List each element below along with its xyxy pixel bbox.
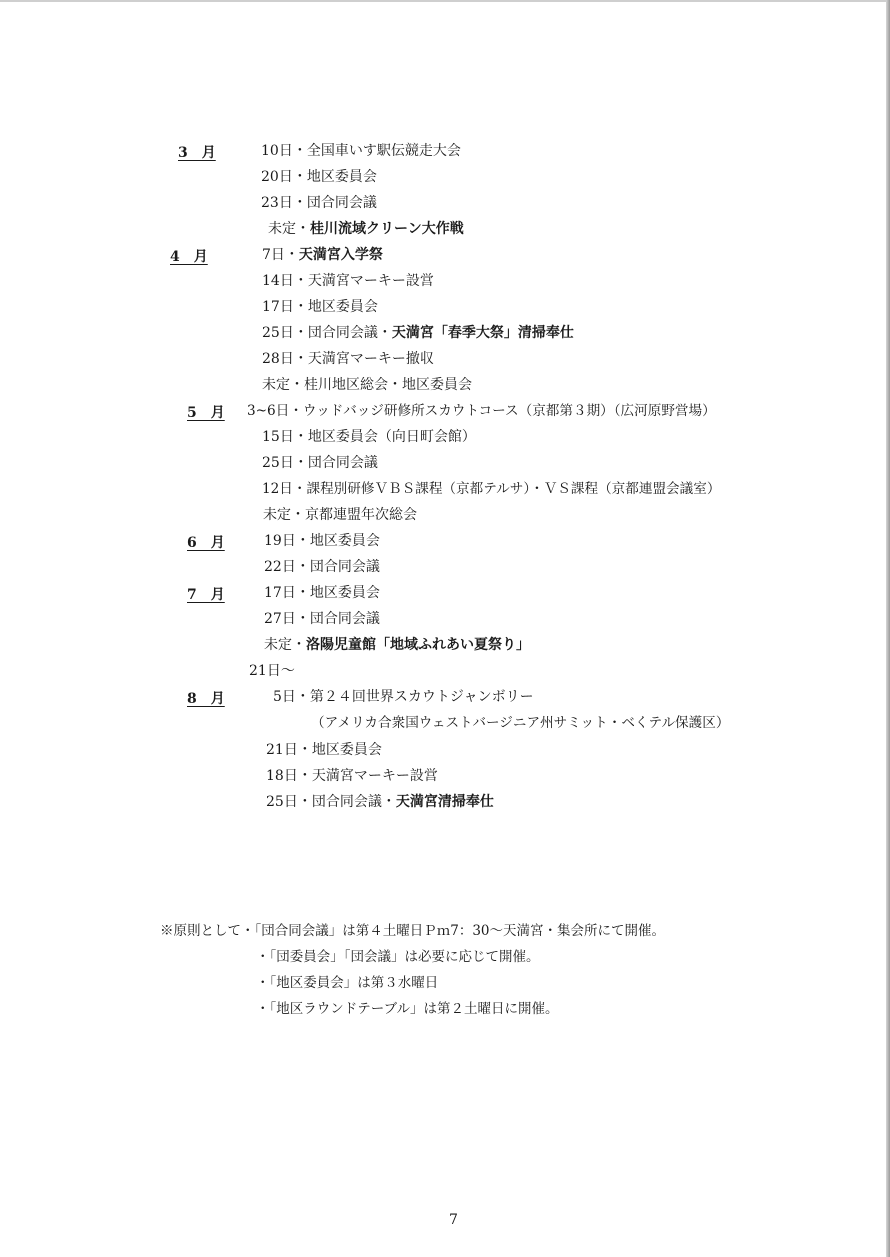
schedule-item bbox=[247, 402, 716, 420]
month-label-june: 6 月 bbox=[187, 535, 225, 551]
month-label-may: 5 月 bbox=[187, 405, 225, 421]
event-date: 7日・ bbox=[262, 247, 299, 263]
month-label-july: 7 月 bbox=[187, 587, 225, 603]
schedule-item bbox=[262, 272, 434, 290]
schedule-item bbox=[261, 194, 377, 212]
event-date: 15日・ bbox=[262, 429, 308, 445]
schedule-item bbox=[262, 298, 378, 316]
event-text: 桂川流域クリーン大作戦 bbox=[310, 221, 464, 237]
schedule-item bbox=[266, 793, 494, 811]
event-text-bold: 天満宮清掃奉仕 bbox=[395, 794, 494, 810]
event-date: 27日・ bbox=[264, 611, 310, 627]
event-text: 洛陽児童館「地域ふれあい夏祭り」 bbox=[306, 637, 530, 653]
schedule-item bbox=[249, 662, 295, 680]
event-date: 25日・ bbox=[266, 794, 312, 810]
event-text: 地区委員会 bbox=[309, 585, 380, 601]
event-date: 28日・ bbox=[262, 351, 308, 367]
event-text: 地区委員会 bbox=[307, 299, 378, 315]
month-label-april: 4 月 bbox=[170, 249, 208, 265]
event-date: 未定・ bbox=[262, 377, 304, 393]
schedule-item bbox=[262, 376, 472, 394]
event-date: 21日・ bbox=[266, 742, 312, 758]
event-text: ウッドバッジ研修所スカウトコース（京都第３期）（広河原野営場） bbox=[302, 403, 716, 419]
schedule-item bbox=[262, 428, 476, 446]
event-date: 22日・ bbox=[264, 559, 310, 575]
schedule-item bbox=[263, 506, 417, 524]
event-text: 全国車いす駅伝競走大会 bbox=[306, 143, 461, 159]
event-text: 地区委員会 bbox=[306, 169, 377, 185]
event-date: 未定・ bbox=[263, 507, 305, 523]
event-text: （アメリカ合衆国ウェストバージニア州サミット・ベくテル保護区） bbox=[311, 715, 730, 731]
event-text: 団合同会議 bbox=[306, 195, 377, 211]
event-text: 団合同会議・ bbox=[311, 794, 396, 810]
schedule-item bbox=[266, 767, 438, 785]
note-line: ・「地区ラウンドテーブル」は第２土曜日に開催。 bbox=[256, 1001, 559, 1017]
event-date: 20日・ bbox=[261, 169, 307, 185]
event-text: 団合同会議 bbox=[309, 559, 380, 575]
note-line: ・「団委員会」「団会議」は必要に応じて開催。 bbox=[256, 949, 540, 965]
schedule-item bbox=[273, 688, 534, 706]
event-date: 14日・ bbox=[262, 273, 308, 289]
event-date: 未定・ bbox=[268, 221, 310, 237]
event-text: 天満宮マーキー撤収 bbox=[307, 351, 434, 367]
event-date: 19日・ bbox=[264, 533, 310, 549]
event-text: 京都連盟年次総会 bbox=[305, 507, 417, 523]
note-line: ※原則として・「団合同会議」は第４土曜日Ｐｍ7：30～天満宮・集会所にて開催。 bbox=[160, 923, 666, 939]
event-date: 25日・ bbox=[262, 325, 308, 341]
event-text-bold: 天満宮「春季大祭」清掃奉仕 bbox=[391, 325, 574, 341]
event-text: 課程別研修ＶＢＳ課程（京都テルサ）・ＶＳ課程（京都連盟会議室） bbox=[306, 481, 721, 497]
month-label-march: 3 月 bbox=[178, 145, 216, 161]
note-line: ・「地区委員会」は第３水曜日 bbox=[256, 975, 439, 991]
event-text: 地区委員会（向日町会館） bbox=[307, 429, 476, 445]
event-date: 17日・ bbox=[262, 299, 308, 315]
schedule-item bbox=[261, 142, 461, 160]
schedule-item bbox=[262, 480, 720, 498]
schedule-item bbox=[262, 350, 434, 368]
event-date: 3~6日・ bbox=[247, 403, 303, 419]
event-text: 桂川地区総会・地区委員会 bbox=[304, 377, 472, 393]
month-label-august: 8 月 bbox=[187, 691, 225, 707]
scan-edge-right bbox=[886, 0, 890, 1257]
event-text: 天満宮入学祭 bbox=[298, 247, 383, 263]
schedule-item bbox=[266, 741, 382, 759]
schedule-item bbox=[264, 584, 380, 602]
event-date: 未定・ bbox=[264, 637, 306, 653]
event-date: 5日・ bbox=[273, 689, 310, 705]
event-date: 23日・ bbox=[261, 195, 307, 211]
schedule-item bbox=[262, 454, 378, 472]
schedule-item bbox=[264, 636, 530, 654]
event-text: 団合同会議 bbox=[309, 611, 380, 627]
event-date: 25日・ bbox=[262, 455, 308, 471]
event-text: 団合同会議 bbox=[307, 455, 378, 471]
event-date: 17日・ bbox=[264, 585, 310, 601]
schedule-item bbox=[262, 246, 383, 264]
event-text: 天満宮マーキー設営 bbox=[307, 273, 434, 289]
schedule-item bbox=[262, 324, 574, 342]
schedule-item bbox=[261, 168, 377, 186]
event-text: 地区委員会 bbox=[311, 742, 382, 758]
event-text: 団合同会議・ bbox=[307, 325, 392, 341]
scan-edge-top bbox=[0, 0, 890, 2]
event-text: 第２４回世界スカウトジャンボリー bbox=[309, 689, 534, 705]
event-date: 10日・ bbox=[261, 143, 307, 159]
event-text: 地区委員会 bbox=[309, 533, 380, 549]
schedule-item bbox=[264, 558, 380, 576]
event-date: 21日～ bbox=[249, 663, 295, 679]
event-date: 18日・ bbox=[266, 768, 312, 784]
schedule-item bbox=[264, 610, 380, 628]
schedule-item bbox=[268, 220, 464, 238]
page-number: 7 bbox=[449, 1212, 458, 1228]
schedule-item bbox=[311, 714, 729, 732]
schedule-item bbox=[264, 532, 380, 550]
event-text: 天満宮マーキー設営 bbox=[311, 768, 438, 784]
event-date: 12日・ bbox=[262, 481, 307, 497]
